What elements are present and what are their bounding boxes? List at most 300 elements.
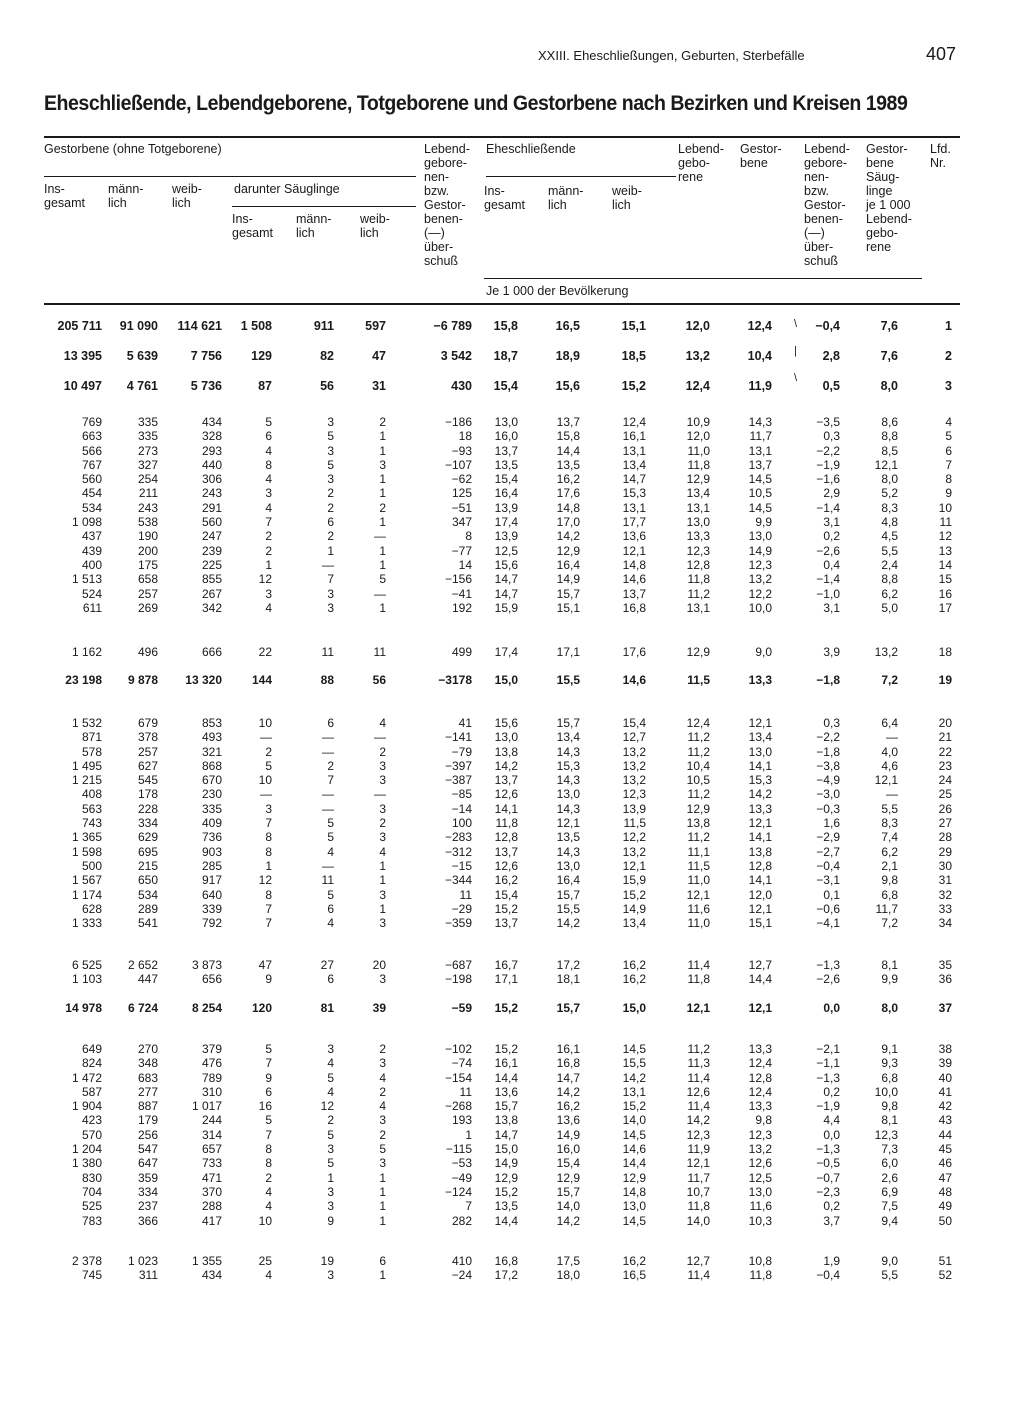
cell-lfd-nr: 4 xyxy=(945,415,952,429)
cell-saeuglinge-maennlich: 3 xyxy=(327,1268,334,1283)
cell-gestorbene-maennlich: 683 xyxy=(137,1070,158,1085)
cell-ehe-weiblich: 13,1 xyxy=(622,1084,646,1099)
cell-ueberschuss-rate: −0,4 xyxy=(815,319,840,333)
cell-saeuglinge-insgesamt: 3 xyxy=(265,586,272,601)
cell-gestorbene-weiblich: 493 xyxy=(201,730,222,745)
cell-ehe-maennlich: 14,2 xyxy=(556,1213,580,1228)
cell-gestorbene-insgesamt: 628 xyxy=(81,901,102,916)
cell-saeuglinge-weiblich: 2 xyxy=(379,1042,386,1056)
header-rule-gestorbene xyxy=(44,176,416,177)
cell-gestorbene-rate: 9,9 xyxy=(755,515,772,530)
cell-gestorbene-insgesamt: 745 xyxy=(81,1268,102,1283)
cell-ehe-insgesamt: 15,4 xyxy=(493,379,518,393)
cell-gestorbene-rate: 10,4 xyxy=(747,349,772,363)
cell-saeuglinge-maennlich: 5 xyxy=(327,1070,334,1085)
cell-gestorbene-insgesamt: 439 xyxy=(81,543,102,558)
cell-saeuglinge-maennlich: 3 xyxy=(327,600,334,615)
cell-saeuglinge-insgesamt: 120 xyxy=(251,1001,272,1015)
cell-saeuglinge-maennlich: 5 xyxy=(327,1127,334,1142)
cell-gestorbene-rate: 12,1 xyxy=(748,716,772,730)
table-row xyxy=(0,458,1024,472)
cell-saeuglinge-rate: 12,1 xyxy=(874,457,898,472)
cell-gestorbene-maennlich: 91 090 xyxy=(119,319,158,333)
cell-gestorbene-rate: 13,3 xyxy=(748,1042,772,1056)
cell-ehe-insgesamt: 13,5 xyxy=(494,1199,518,1214)
cell-ueberschuss: 8 xyxy=(465,529,472,544)
cell-ehe-maennlich: 18,0 xyxy=(556,1268,580,1283)
table-row xyxy=(0,1156,1024,1170)
cell-ehe-insgesamt: 14,4 xyxy=(494,1070,518,1085)
cell-saeuglinge-maennlich: 27 xyxy=(320,958,334,972)
cell-ueberschuss-rate: 2,9 xyxy=(823,486,840,501)
cell-gestorbene-insgesamt: 408 xyxy=(81,787,102,802)
cell-saeuglinge-insgesamt: 7 xyxy=(265,1127,272,1142)
cell-saeuglinge-maennlich: 3 xyxy=(327,472,334,487)
cell-ueberschuss-rate: −0,6 xyxy=(816,901,840,916)
cell-lfd-nr: 46 xyxy=(938,1156,952,1171)
cell-ueberschuss: −74 xyxy=(451,1056,472,1071)
cell-lebendgeborene-rate: 11,2 xyxy=(687,830,710,845)
cell-gestorbene-insgesamt: 649 xyxy=(81,1042,102,1056)
cell-ueberschuss: 125 xyxy=(451,486,472,501)
cell-saeuglinge-rate: 5,5 xyxy=(881,543,898,558)
cell-ehe-maennlich: 14,2 xyxy=(556,529,580,544)
cell-gestorbene-rate: 12,4 xyxy=(748,1056,772,1071)
cell-gestorbene-rate: 11,9 xyxy=(748,379,772,393)
cell-ueberschuss-rate: −0,4 xyxy=(816,1268,840,1283)
cell-ueberschuss-rate: 0,0 xyxy=(823,1001,840,1015)
cell-saeuglinge-rate: 9,8 xyxy=(881,1099,898,1114)
cell-gestorbene-insgesamt: 1 162 xyxy=(71,645,102,659)
cell-gestorbene-rate: 14,2 xyxy=(748,787,772,802)
cell-gestorbene-weiblich: 293 xyxy=(201,443,222,458)
cell-ehe-weiblich: 16,5 xyxy=(622,1268,646,1283)
cell-saeuglinge-weiblich: 1 xyxy=(379,901,386,916)
cell-gestorbene-weiblich: 657 xyxy=(201,1142,222,1157)
cell-saeuglinge-maennlich: 6 xyxy=(327,515,334,530)
cell-gestorbene-rate: 14,3 xyxy=(748,415,772,429)
table-row xyxy=(0,716,1024,730)
cell-ueberschuss-rate: 1,9 xyxy=(823,1254,840,1268)
cell-saeuglinge-rate: 2,1 xyxy=(881,858,898,873)
cell-lfd-nr: 49 xyxy=(938,1199,952,1214)
cell-ehe-maennlich: 14,2 xyxy=(556,1084,580,1099)
cell-ehe-insgesamt: 13,8 xyxy=(494,1113,518,1128)
cell-lebendgeborene-rate: 13,8 xyxy=(686,816,710,831)
cell-gestorbene-weiblich: 370 xyxy=(201,1184,222,1199)
cell-ueberschuss: −6 789 xyxy=(433,319,472,333)
cell-lebendgeborene-rate: 11,2 xyxy=(687,744,710,759)
cell-gestorbene-weiblich: 1 017 xyxy=(191,1099,222,1114)
cell-ueberschuss-rate: 3,1 xyxy=(823,515,840,530)
cell-gestorbene-maennlich: 335 xyxy=(137,429,158,444)
header-saeuglinge: darunter Säuglinge xyxy=(234,182,340,196)
cell-ehe-maennlich: 12,1 xyxy=(556,816,580,831)
cell-saeuglinge-rate: 5,0 xyxy=(881,600,898,615)
cell-saeuglinge-weiblich: 597 xyxy=(365,319,386,333)
cell-gestorbene-weiblich: 239 xyxy=(201,543,222,558)
cell-ueberschuss-rate: 0,5 xyxy=(822,379,840,393)
cell-gestorbene-weiblich: 640 xyxy=(201,887,222,902)
cell-ueberschuss: −14 xyxy=(451,801,472,816)
cell-saeuglinge-insgesamt: — xyxy=(260,730,272,745)
cell-ehe-weiblich: 15,0 xyxy=(622,1001,646,1015)
cell-ueberschuss-rate: −2,1 xyxy=(816,1042,840,1056)
table-row xyxy=(0,1085,1024,1099)
cell-gestorbene-rate: 12,0 xyxy=(748,887,772,902)
cell-ehe-weiblich: 13,2 xyxy=(622,758,646,773)
cell-lebendgeborene-rate: 12,1 xyxy=(686,1001,710,1015)
cell-ehe-maennlich: 15,7 xyxy=(556,887,580,902)
cell-ueberschuss-rate: −1,0 xyxy=(816,586,840,601)
cell-gestorbene-insgesamt: 500 xyxy=(81,858,102,873)
cell-lebendgeborene-rate: 11,8 xyxy=(687,457,710,472)
cell-saeuglinge-maennlich: 3 xyxy=(327,1199,334,1214)
cell-gestorbene-weiblich: 339 xyxy=(201,901,222,916)
cell-lfd-nr: 16 xyxy=(938,586,952,601)
cell-saeuglinge-rate: 9,9 xyxy=(881,972,898,987)
cell-saeuglinge-rate: 12,3 xyxy=(874,1127,898,1142)
cell-saeuglinge-rate: 10,0 xyxy=(874,1084,898,1099)
cell-saeuglinge-rate: 9,3 xyxy=(881,1056,898,1071)
cell-gestorbene-rate: 13,7 xyxy=(748,457,772,472)
cell-ehe-weiblich: 11,5 xyxy=(623,816,646,831)
cell-saeuglinge-weiblich: — xyxy=(374,529,386,544)
cell-gestorbene-rate: 14,1 xyxy=(748,830,772,845)
cell-saeuglinge-insgesamt: 8 xyxy=(265,1156,272,1171)
cell-ehe-insgesamt: 16,4 xyxy=(494,486,518,501)
cell-ueberschuss-rate: 3,7 xyxy=(823,1213,840,1228)
cell-lebendgeborene-rate: 12,4 xyxy=(686,716,710,730)
table-row xyxy=(0,544,1024,558)
cell-saeuglinge-weiblich: 3 xyxy=(379,1156,386,1171)
cell-saeuglinge-maennlich: 3 xyxy=(327,1142,334,1157)
cell-ehe-weiblich: 18,5 xyxy=(621,349,646,363)
cell-ehe-maennlich: 17,5 xyxy=(556,1254,580,1268)
cell-ueberschuss-rate: −2,6 xyxy=(816,972,840,987)
cell-ehe-maennlich: 15,5 xyxy=(556,901,580,916)
table-row xyxy=(0,730,1024,744)
cell-ehe-maennlich: 13,7 xyxy=(556,415,580,429)
cell-ueberschuss-rate: −2,3 xyxy=(816,1184,840,1199)
table-row xyxy=(0,759,1024,773)
cell-ehe-insgesamt: 15,0 xyxy=(494,1142,518,1157)
cell-ueberschuss: −115 xyxy=(445,1142,472,1157)
cell-saeuglinge-maennlich: 6 xyxy=(327,972,334,987)
cell-gestorbene-weiblich: 434 xyxy=(201,415,222,429)
cell-gestorbene-weiblich: 8 254 xyxy=(191,1001,222,1015)
cell-ehe-insgesamt: 15,2 xyxy=(494,1042,518,1056)
cell-gestorbene-maennlich: 243 xyxy=(137,500,158,515)
cell-lebendgeborene-rate: 12,0 xyxy=(685,319,710,333)
cell-lebendgeborene-rate: 13,1 xyxy=(686,500,710,515)
cell-saeuglinge-insgesamt: 129 xyxy=(251,349,272,363)
cell-ehe-weiblich: 13,6 xyxy=(622,529,646,544)
cell-lebendgeborene-rate: 12,7 xyxy=(686,1254,710,1268)
cell-ueberschuss-rate: −0,4 xyxy=(816,858,840,873)
cell-gestorbene-insgesamt: 663 xyxy=(81,429,102,444)
table-row xyxy=(0,1214,1024,1228)
cell-gestorbene-maennlich: 538 xyxy=(137,515,158,530)
cell-gestorbene-rate: 13,3 xyxy=(748,673,772,687)
cell-ehe-weiblich: 12,3 xyxy=(622,787,646,802)
table-row xyxy=(0,745,1024,759)
cell-ueberschuss: −15 xyxy=(451,858,472,873)
cell-ueberschuss-rate: 1,6 xyxy=(823,816,840,831)
cell-gestorbene-insgesamt: 423 xyxy=(81,1113,102,1128)
cell-gestorbene-weiblich: 267 xyxy=(201,586,222,601)
table-row xyxy=(0,1128,1024,1142)
cell-gestorbene-weiblich: 417 xyxy=(201,1213,222,1228)
cell-ehe-maennlich: 14,4 xyxy=(556,443,580,458)
cell-gestorbene-rate: 12,1 xyxy=(748,901,772,916)
cell-saeuglinge-maennlich: 4 xyxy=(327,1084,334,1099)
cell-lebendgeborene-rate: 11,4 xyxy=(687,1099,710,1114)
cell-ueberschuss-rate: 2,8 xyxy=(822,349,840,363)
cell-saeuglinge-weiblich: 3 xyxy=(379,830,386,845)
cell-ehe-insgesamt: 13,7 xyxy=(494,773,518,788)
cell-ehe-insgesamt: 15,4 xyxy=(494,887,518,902)
cell-gestorbene-maennlich: 2 652 xyxy=(127,958,158,972)
cell-ehe-weiblich: 17,6 xyxy=(622,645,646,659)
cell-saeuglinge-weiblich: — xyxy=(374,787,386,802)
cell-gestorbene-insgesamt: 534 xyxy=(81,500,102,515)
cell-gestorbene-maennlich: 679 xyxy=(137,716,158,730)
cell-saeuglinge-maennlich: 5 xyxy=(327,887,334,902)
cell-ehe-weiblich: 16,2 xyxy=(622,972,646,987)
cell-ueberschuss: 192 xyxy=(451,600,472,615)
cell-ueberschuss-rate: −2,9 xyxy=(816,830,840,845)
cell-gestorbene-weiblich: 13 320 xyxy=(185,673,222,687)
cell-ehe-insgesamt: 12,9 xyxy=(494,1170,518,1185)
cell-lebendgeborene-rate: 11,8 xyxy=(687,572,710,587)
cell-ueberschuss-rate: −1,6 xyxy=(816,472,840,487)
block-row-37 xyxy=(0,1001,1024,1015)
cell-ehe-weiblich: 13,2 xyxy=(622,773,646,788)
cell-saeuglinge-weiblich: 20 xyxy=(372,958,386,972)
cell-ueberschuss: 100 xyxy=(451,816,472,831)
running-header: XXIII. Eheschließungen, Geburten, Sterbefälle xyxy=(538,48,805,63)
cell-ueberschuss-rate: −0,3 xyxy=(816,801,840,816)
table-row xyxy=(0,816,1024,830)
cell-gestorbene-rate: 13,0 xyxy=(748,1184,772,1199)
cell-ueberschuss: −107 xyxy=(444,457,472,472)
cell-ehe-insgesamt: 15,6 xyxy=(494,716,518,730)
cell-lebendgeborene-rate: 13,1 xyxy=(686,600,710,615)
cell-ehe-maennlich: 16,0 xyxy=(556,1142,580,1157)
cell-ehe-insgesamt: 17,1 xyxy=(494,972,518,987)
cell-saeuglinge-rate: 8,8 xyxy=(881,572,898,587)
cell-gestorbene-maennlich: 9 878 xyxy=(127,673,158,687)
cell-ehe-maennlich: 14,3 xyxy=(556,844,580,859)
header-s-weiblich: weib- lich xyxy=(360,212,390,240)
cell-gestorbene-weiblich: 666 xyxy=(201,645,222,659)
cell-lebendgeborene-rate: 11,4 xyxy=(687,1070,710,1085)
cell-ueberschuss: −24 xyxy=(451,1268,472,1283)
cell-ehe-insgesamt: 13,8 xyxy=(494,744,518,759)
cell-saeuglinge-weiblich: 1 xyxy=(379,1213,386,1228)
cell-ehe-insgesamt: 13,9 xyxy=(494,529,518,544)
cell-saeuglinge-insgesamt: 4 xyxy=(265,472,272,487)
cell-ehe-weiblich: 13,9 xyxy=(622,801,646,816)
cell-ueberschuss: −85 xyxy=(451,787,472,802)
cell-gestorbene-maennlich: 200 xyxy=(137,543,158,558)
cell-gestorbene-maennlich: 175 xyxy=(137,557,158,572)
cell-saeuglinge-weiblich: 1 xyxy=(379,600,386,615)
cell-ueberschuss: −51 xyxy=(451,500,472,515)
cell-ueberschuss-rate: −1,8 xyxy=(816,673,840,687)
cell-gestorbene-weiblich: 310 xyxy=(201,1084,222,1099)
table-row xyxy=(0,415,1024,429)
cell-lebendgeborene-rate: 14,0 xyxy=(686,1213,710,1228)
cell-lfd-nr: 31 xyxy=(938,873,952,888)
cell-lebendgeborene-rate: 12,3 xyxy=(686,543,710,558)
header-s-maennlich: männ- lich xyxy=(296,212,332,240)
cell-saeuglinge-maennlich: 11 xyxy=(321,873,334,888)
cell-ehe-weiblich: 14,7 xyxy=(622,472,646,487)
cell-saeuglinge-weiblich: — xyxy=(374,730,386,745)
cell-lfd-nr: 25 xyxy=(938,787,952,802)
cell-gestorbene-weiblich: 379 xyxy=(201,1042,222,1056)
cell-lebendgeborene-rate: 11,0 xyxy=(687,443,710,458)
cell-ueberschuss-rate: −1,3 xyxy=(816,958,840,972)
cell-ueberschuss: 282 xyxy=(451,1213,472,1228)
header-weiblich: weib- lich xyxy=(172,182,202,210)
cell-gestorbene-maennlich: 4 761 xyxy=(126,379,158,393)
cell-ueberschuss-rate: 0,2 xyxy=(823,1084,840,1099)
cell-gestorbene-rate: 13,2 xyxy=(748,1142,772,1157)
cell-saeuglinge-maennlich: — xyxy=(322,787,334,802)
cell-gestorbene-weiblich: 903 xyxy=(201,844,222,859)
cell-saeuglinge-insgesamt: 5 xyxy=(265,1113,272,1128)
cell-saeuglinge-insgesamt: 7 xyxy=(265,515,272,530)
header-maennlich: männ- lich xyxy=(108,182,144,210)
cell-saeuglinge-insgesamt: 8 xyxy=(265,457,272,472)
cell-saeuglinge-rate: 6,2 xyxy=(881,844,898,859)
cell-gestorbene-rate: 14,4 xyxy=(748,972,772,987)
cell-gestorbene-weiblich: 342 xyxy=(201,600,222,615)
cell-gestorbene-maennlich: 541 xyxy=(137,916,158,931)
header-saeuglinge-rate: Gestor- bene Säug- linge je 1 000 Lebend- gebo- rene xyxy=(866,142,912,254)
cell-gestorbene-insgesamt: 767 xyxy=(81,457,102,472)
cell-saeuglinge-insgesamt: 4 xyxy=(265,500,272,515)
cell-saeuglinge-rate: 7,5 xyxy=(881,1199,898,1214)
cell-ehe-weiblich: 13,1 xyxy=(622,443,646,458)
cell-lfd-nr: 21 xyxy=(938,730,952,745)
cell-saeuglinge-weiblich: 3 xyxy=(379,972,386,987)
cell-saeuglinge-rate: 7,6 xyxy=(880,349,898,363)
cell-saeuglinge-insgesamt: 4 xyxy=(265,600,272,615)
cell-lfd-nr: 43 xyxy=(938,1113,952,1128)
cell-ehe-insgesamt: 16,7 xyxy=(494,958,518,972)
table-row xyxy=(0,1042,1024,1056)
cell-lfd-nr: 7 xyxy=(945,457,952,472)
cell-saeuglinge-weiblich: 3 xyxy=(379,801,386,816)
cell-ehe-weiblich: 15,5 xyxy=(622,1056,646,1071)
cell-saeuglinge-maennlich: 3 xyxy=(327,443,334,458)
cell-saeuglinge-rate: 8,1 xyxy=(881,958,898,972)
cell-gestorbene-maennlich: 311 xyxy=(138,1268,158,1283)
cell-ehe-weiblich: 15,4 xyxy=(622,716,646,730)
cell-ehe-weiblich: 15,2 xyxy=(622,887,646,902)
cell-ueberschuss-rate: 4,4 xyxy=(823,1113,840,1128)
cell-lebendgeborene-rate: 11,5 xyxy=(687,673,710,687)
cell-saeuglinge-insgesamt: 87 xyxy=(258,379,272,393)
cell-ehe-weiblich: 15,3 xyxy=(622,486,646,501)
table-row xyxy=(0,1071,1024,1085)
cell-gestorbene-insgesamt: 437 xyxy=(81,529,102,544)
cell-gestorbene-weiblich: 247 xyxy=(201,529,222,544)
cell-saeuglinge-maennlich: 6 xyxy=(327,716,334,730)
cell-saeuglinge-weiblich: 5 xyxy=(379,572,386,587)
cell-saeuglinge-weiblich: 1 xyxy=(379,486,386,501)
cell-saeuglinge-weiblich: 4 xyxy=(379,1070,386,1085)
cell-saeuglinge-rate: 5,5 xyxy=(881,801,898,816)
cell-saeuglinge-weiblich: 39 xyxy=(372,1001,386,1015)
cell-lfd-nr: 35 xyxy=(938,958,952,972)
cell-saeuglinge-insgesamt: 2 xyxy=(265,543,272,558)
cell-saeuglinge-rate: 7,2 xyxy=(881,673,898,687)
cell-ehe-maennlich: 14,9 xyxy=(556,572,580,587)
cell-ehe-maennlich: 15,7 xyxy=(556,716,580,730)
cell-gestorbene-maennlich: 289 xyxy=(137,901,158,916)
cell-gestorbene-maennlich: 447 xyxy=(137,972,158,987)
table-row xyxy=(0,902,1024,916)
cell-saeuglinge-maennlich: 82 xyxy=(320,349,334,363)
cell-ehe-maennlich: 14,7 xyxy=(556,1070,580,1085)
cell-gestorbene-insgesamt: 1 513 xyxy=(71,572,102,587)
header-ueberschuss-rate: Lebend- gebore- nen- bzw. Gestor- benen- (—) über- schuß xyxy=(804,142,850,268)
cell-ueberschuss: −156 xyxy=(444,572,472,587)
cell-saeuglinge-maennlich: 3 xyxy=(327,1184,334,1199)
cell-saeuglinge-weiblich: 4 xyxy=(379,844,386,859)
cell-gestorbene-weiblich: 244 xyxy=(201,1113,222,1128)
cell-saeuglinge-maennlich: 5 xyxy=(327,457,334,472)
cell-ehe-maennlich: 14,3 xyxy=(556,801,580,816)
cell-saeuglinge-maennlich: 7 xyxy=(327,572,334,587)
cell-gestorbene-insgesamt: 6 525 xyxy=(71,958,102,972)
table-row xyxy=(0,444,1024,458)
cell-ehe-maennlich: 16,2 xyxy=(556,1099,580,1114)
cell-ueberschuss: −397 xyxy=(444,758,472,773)
cell-gestorbene-rate: 9,0 xyxy=(755,645,772,659)
cell-saeuglinge-rate: 6,4 xyxy=(881,716,898,730)
cell-lebendgeborene-rate: 11,2 xyxy=(687,586,710,601)
cell-saeuglinge-weiblich: 3 xyxy=(379,1113,386,1128)
cell-ehe-maennlich: 15,4 xyxy=(556,1156,580,1171)
cell-lfd-nr: 14 xyxy=(938,557,952,572)
cell-lebendgeborene-rate: 10,7 xyxy=(686,1184,710,1199)
cell-ehe-weiblich: 14,8 xyxy=(622,557,646,572)
page-title: Eheschließende, Lebendgeborene, Totgeborene und Gestorbene nach Bezirken und Kreisen 1989 xyxy=(44,92,908,115)
cell-saeuglinge-rate: 6,8 xyxy=(881,1070,898,1085)
cell-saeuglinge-insgesamt: 8 xyxy=(265,830,272,845)
cell-gestorbene-rate: 12,4 xyxy=(747,319,772,333)
cell-lfd-nr: 22 xyxy=(938,744,952,759)
cell-saeuglinge-insgesamt: 4 xyxy=(265,1184,272,1199)
cell-saeuglinge-insgesamt: 5 xyxy=(265,758,272,773)
cell-saeuglinge-weiblich: 1 xyxy=(379,543,386,558)
cell-saeuglinge-insgesamt: 6 xyxy=(265,1084,272,1099)
cell-ueberschuss: 11 xyxy=(459,1084,472,1099)
cell-ehe-weiblich: 14,8 xyxy=(622,1184,646,1199)
cell-ehe-insgesamt: 13,9 xyxy=(494,500,518,515)
cell-ehe-insgesamt: 15,9 xyxy=(494,600,518,615)
cell-saeuglinge-rate: 2,4 xyxy=(881,557,898,572)
cell-gestorbene-weiblich: 7 756 xyxy=(190,349,222,363)
cell-saeuglinge-maennlich: 3 xyxy=(327,1042,334,1056)
cell-gestorbene-insgesamt: 1 333 xyxy=(71,916,102,931)
